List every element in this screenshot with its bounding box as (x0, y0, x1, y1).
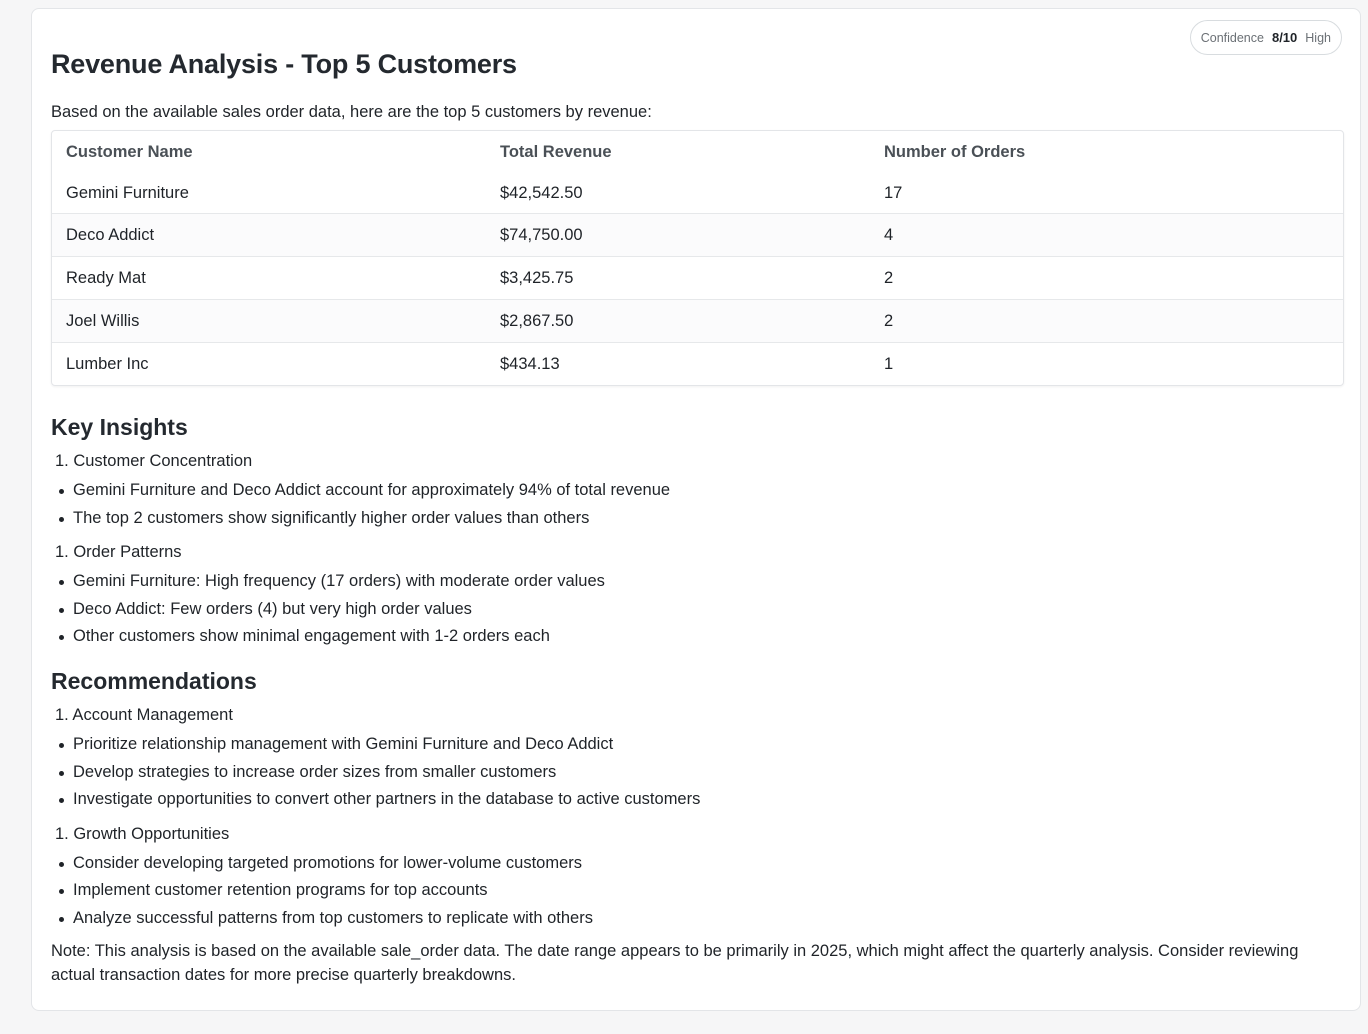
list-item: Other customers show minimal engagement with 1-2 orders each (51, 623, 1342, 651)
cell-order-count: 2 (870, 300, 1343, 343)
table-row (52, 300, 1343, 343)
cell-total-revenue: $42,542.50 (500, 183, 583, 202)
table-row (52, 173, 1343, 214)
numbered-item: 1. Growth Opportunities (55, 824, 230, 843)
cell-order-count: 1 (870, 343, 1343, 386)
list-item: Develop strategies to increase order sizes from smaller customers (51, 759, 1342, 787)
list-item: Gemini Furniture: High frequency (17 orders) with moderate order values (51, 568, 1342, 596)
revenue-table-container (51, 130, 1344, 386)
confidence-level: High (1305, 30, 1331, 45)
list-item: Analyze successful patterns from top customers to replicate with others (51, 905, 1342, 933)
page-title: Revenue Analysis - Top 5 Customers (51, 49, 517, 79)
intro-text: Based on the available sales order data, here are the top 5 customers by revenue: (51, 103, 652, 121)
confidence-score: 8/10 (1271, 30, 1298, 45)
header-customer-name: Customer Name (66, 142, 193, 161)
cell-order-count: 17 (884, 183, 903, 202)
numbered-item: 1. Customer Concentration (55, 452, 253, 470)
numbered-item: 1. Order Patterns (55, 543, 182, 562)
bullet-list (51, 850, 1342, 933)
cell-customer-name: Deco Addict (52, 214, 486, 257)
key-insights-heading: Key Insights (51, 414, 188, 440)
list-item: Gemini Furniture and Deco Addict account for approximately 94% of total revenue (51, 477, 1342, 505)
header-number-of-orders: Number of Orders (884, 142, 1026, 161)
list-item: Prioritize relationship management with Gemini Furniture and Deco Addict (51, 731, 1342, 759)
list-item: Deco Addict: Few orders (4) but very high order values (51, 596, 1342, 624)
bullet-list (51, 477, 1342, 532)
cell-order-count: 2 (870, 257, 1343, 300)
cell-total-revenue: $74,750.00 (486, 214, 870, 257)
bullet-list (51, 731, 1342, 814)
cell-customer-name: Lumber Inc (52, 343, 486, 386)
cell-total-revenue: $434.13 (486, 343, 870, 386)
numbered-item: 1. Account Management (55, 705, 233, 724)
note-text: Note: This analysis is based on the available sale_order data. The date range appears to be primarily in 2025, which might affect the quarterly analysis. Consider reviewing actual transaction dates for more precise quarterly breakdowns. (51, 941, 1299, 985)
list-item: Investigate opportunities to convert other partners in the database to active customers (51, 786, 1342, 814)
cell-total-revenue: $3,425.75 (486, 257, 870, 300)
bullet-list (51, 568, 1342, 651)
analysis-card (31, 8, 1361, 1011)
cell-total-revenue: $2,867.50 (486, 300, 870, 343)
table-row (52, 343, 1343, 386)
confidence-badge (1190, 20, 1342, 55)
revenue-table (52, 131, 1343, 385)
recommendations-heading: Recommendations (51, 667, 257, 694)
cell-customer-name: Joel Willis (52, 300, 486, 343)
confidence-label: Confidence (1200, 30, 1264, 45)
list-item: Consider developing targeted promotions for lower-volume customers (51, 850, 1342, 878)
list-item: Implement customer retention programs for top accounts (51, 877, 1342, 905)
report-body (51, 409, 1342, 988)
table-header-row (52, 131, 1343, 173)
cell-customer-name: Ready Mat (52, 257, 486, 300)
cell-customer-name: Gemini Furniture (66, 183, 189, 202)
list-item: The top 2 customers show significantly higher order values than others (51, 505, 1342, 533)
table-row (52, 257, 1343, 300)
cell-order-count: 4 (870, 214, 1343, 257)
table-row (52, 214, 1343, 257)
header-total-revenue: Total Revenue (500, 142, 612, 161)
